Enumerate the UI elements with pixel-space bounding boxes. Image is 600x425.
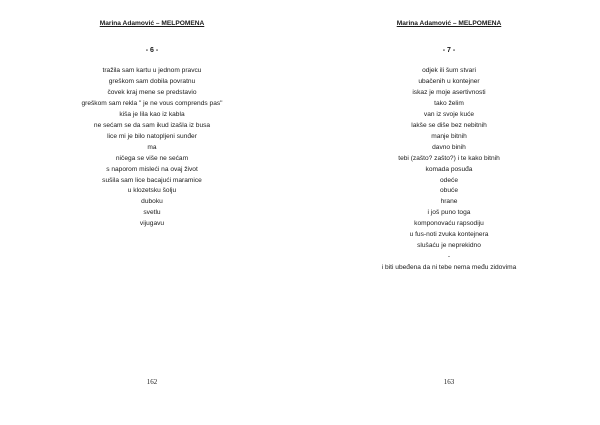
poem-text (2, 66, 302, 230)
poem-line: duboku (141, 198, 163, 206)
poem-number: - 6 - (145, 47, 159, 54)
poem-line: ničega se više ne sećam (115, 154, 189, 162)
poem-line: sušila sam lice bacajući maramice (102, 176, 202, 184)
poem-line: komada posuđa (425, 165, 473, 173)
page-number: 163 (443, 378, 455, 386)
poem-line: s naporom misleći na ovaj život (106, 165, 198, 173)
poem-line: svetlu (143, 209, 161, 217)
page-number: 162 (146, 378, 158, 386)
running-header (2, 20, 302, 27)
poem-line: tebi (zašto? zašto?) i te kako bitnih (398, 154, 500, 162)
poem-line: lice mi je bilo natopljeni sunđer (107, 132, 197, 140)
poem-line: ubačenih u kontejner (418, 77, 480, 85)
poem-line: van iz svoje kuće (423, 110, 475, 118)
poem-line: - (447, 253, 451, 261)
poem-line: ne sećam se da sam ikud izašla iz busa (93, 121, 211, 129)
poem-line: tražila sam kartu u jednom pravcu (102, 67, 202, 74)
poem-text (299, 66, 599, 274)
poem-line: odjek ili šum stvari (422, 67, 476, 74)
poem-line: čovek kraj mene se predstavio (107, 88, 197, 96)
running-header (299, 20, 599, 27)
poem-line: kiša je lila kao iz kabla (119, 110, 185, 118)
poem-line: i biti ubeđena da ni tebe nema među zidovima (381, 264, 517, 272)
poem-line: davno binih (432, 143, 466, 151)
poem-line: vijugavu (139, 220, 165, 228)
poem-line: u fus-noti zvuka kontejnera (409, 231, 489, 239)
poem-line: hrane (440, 198, 458, 206)
running-header-text: Marina Adamović – MELPOMENA (99, 20, 205, 27)
poem-line: tako želim (434, 99, 464, 107)
poem-line: odeće (440, 176, 458, 184)
poem-line: i još puno toga (427, 209, 471, 217)
right-page (300, 0, 600, 425)
poem-line: greškom sam dobila povratnu (108, 77, 196, 85)
poem-line: greškom sam rekla " je ne vous comprends pas" (81, 99, 223, 107)
poem-line: iskaz je moje asertivnosti (412, 88, 486, 96)
running-header-text: Marina Adamović – MELPOMENA (396, 20, 502, 27)
poem-line: obuće (440, 187, 458, 195)
poem-line: u klozetsku šolju (127, 187, 177, 195)
poem-line: ma (147, 143, 157, 151)
poem-line: lakše se diše bez nebitnih (411, 121, 487, 129)
poem-number: - 7 - (442, 47, 456, 54)
poem-line: komponovaću rapsodiju (414, 220, 484, 228)
poem-line: slušaću je neprekidno (417, 242, 481, 250)
poem-line: manje bitnih (431, 132, 467, 140)
